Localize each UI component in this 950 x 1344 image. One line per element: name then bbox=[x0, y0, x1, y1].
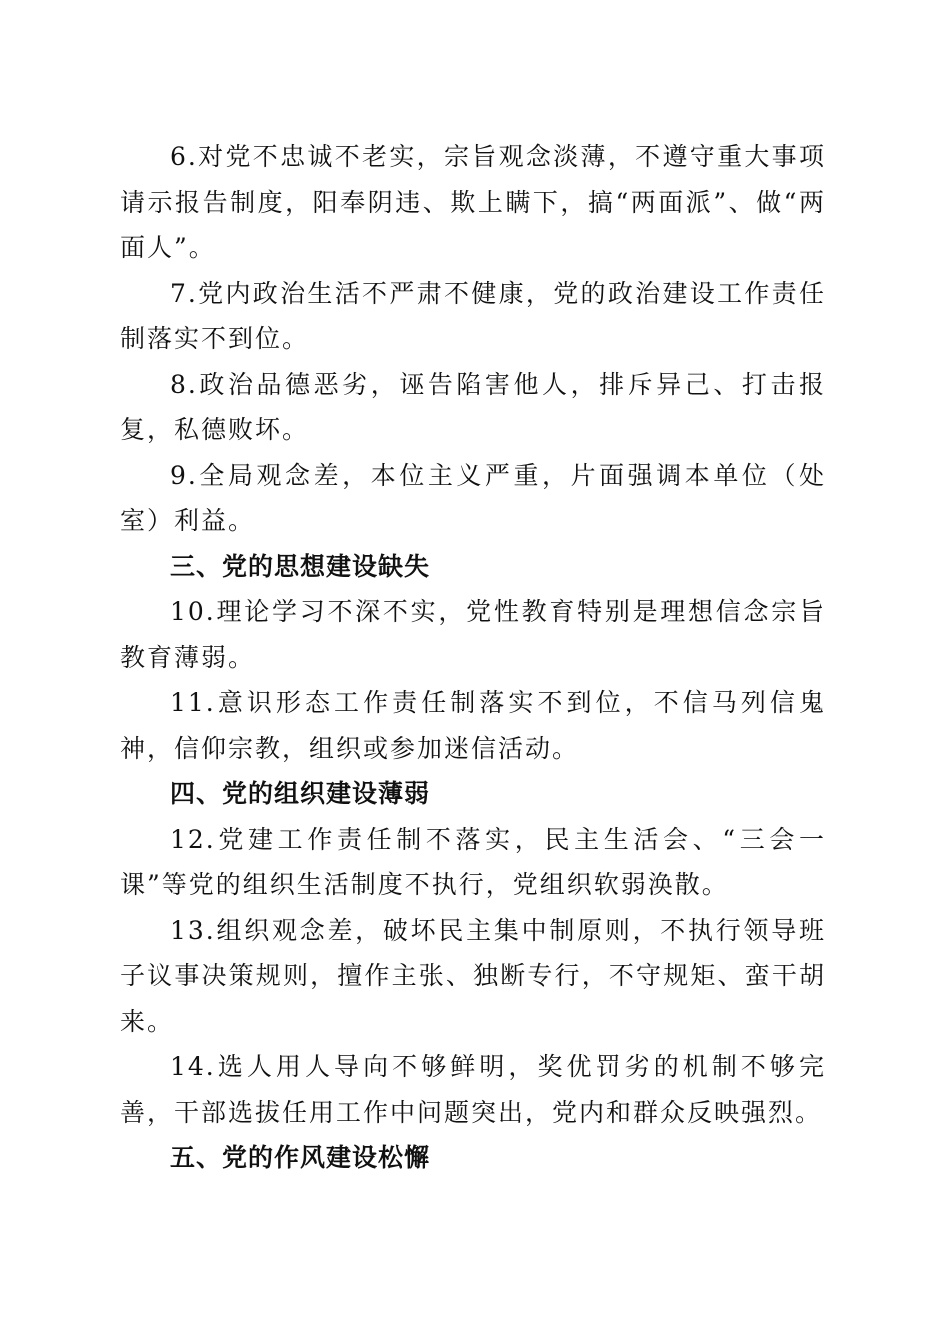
section-heading-4: 四、党的组织建设薄弱 bbox=[170, 779, 431, 808]
paragraph-item-12: 12.党建工作责任制不落实，民主生活会、“三会一课”等党的组织生活制度不执行，党组织软弱涣散。 bbox=[120, 824, 826, 899]
document-page bbox=[120, 134, 826, 1181]
paragraph-item-6: 6.对党不忠诚不老实，宗旨观念淡薄，不遵守重大事项请示报告制度，阳奉阴违、欺上瞒下，搞“两面派”、做“两面人”。 bbox=[120, 142, 826, 262]
paragraph-item-8: 8.政治品德恶劣，诬告陷害他人，排斥异己、打击报复，私德败坏。 bbox=[120, 369, 826, 444]
paragraph-item-11: 11.意识形态工作责任制落实不到位，不信马列信鬼神，信仰宗教，组织或参加迷信活动。 bbox=[120, 688, 826, 763]
paragraph-item-9: 9.全局观念差，本位主义严重，片面强调本单位（处室）利益。 bbox=[120, 460, 826, 535]
paragraph-item-10: 10.理论学习不深不实，党性教育特别是理想信念宗旨教育薄弱。 bbox=[120, 597, 826, 672]
section-heading-3: 三、党的思想建设缺失 bbox=[170, 551, 431, 581]
paragraph-item-7: 7.党内政治生活不严肃不健康，党的政治建设工作责任制落实不到位。 bbox=[120, 278, 826, 353]
section-heading-5: 五、党的作风建设松懈 bbox=[170, 1143, 431, 1172]
paragraph-item-13: 13.组织观念差，破坏民主集中制原则，不执行领导班子议事决策规则，擅作主张、独断专行，不守规矩、蛮干胡来。 bbox=[120, 915, 826, 1036]
paragraph-item-14: 14.选人用人导向不够鲜明，奖优罚劣的机制不够完善，干部选拔任用工作中问题突出，党内和群众反映强烈。 bbox=[120, 1052, 826, 1127]
